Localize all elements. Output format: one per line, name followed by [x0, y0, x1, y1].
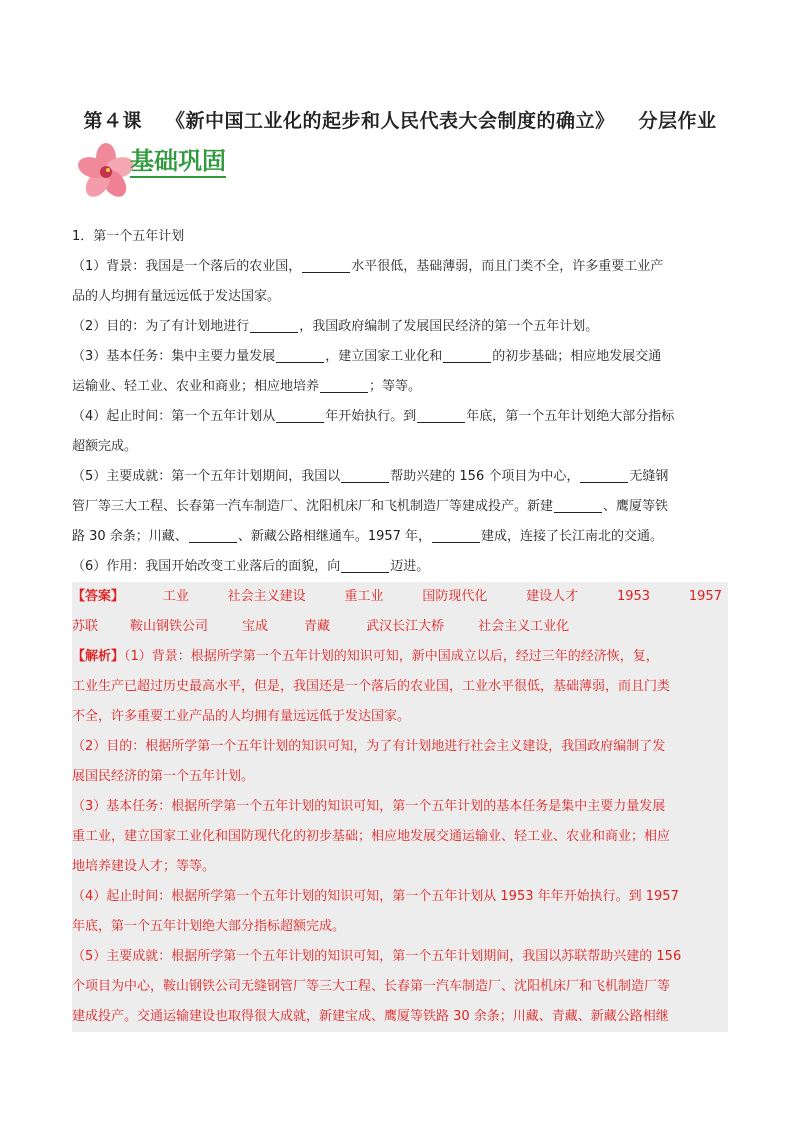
answer-item: 工业	[162, 589, 189, 604]
question-line: （2）目的：为了有计划地进行 ，我国政府编制了发展国民经济的第一个五年计划。	[72, 312, 728, 342]
analysis-line: 展国民经济的第一个五年计划。	[72, 769, 255, 784]
page-title	[0, 106, 800, 133]
answer-item: 武汉长江大桥	[366, 619, 445, 634]
answer-blank	[554, 496, 602, 513]
analysis-line: 地培养建设人才；等等。	[72, 859, 216, 874]
answer-blank	[443, 346, 491, 363]
question-line: 路 30 余条；川藏、 、新藏公路相继通车。1957 年， 建成，连接了长江南北的交通。	[72, 522, 728, 552]
analysis-line: 不全，许多重要工业产品的人均拥有量远远低于发达国家。	[72, 709, 411, 724]
answer-blank	[341, 556, 389, 573]
answer-item: 苏联	[72, 619, 99, 634]
answer-box	[72, 582, 728, 1032]
question-line: 运输业、轻工业、农业和商业；相应地培养 ；等等。	[72, 372, 728, 402]
answer-item: 国防现代化	[422, 589, 488, 604]
answer-item: 宝成	[242, 619, 269, 634]
answer-item: 重工业	[344, 589, 384, 604]
answer-item: 社会主义工业化	[478, 619, 570, 634]
analysis-line: 个项目为中心，鞍山钢铁公司无缝钢管厂等三大工程、长春第一汽车制造厂、沈阳机床厂和飞机制造厂等	[72, 979, 671, 994]
answer-blank	[302, 256, 350, 273]
question-line: 超额完成。	[72, 439, 138, 454]
question-line: （6）作用：我国开始改变工业落后的面貌，向 迈进。	[72, 552, 728, 582]
answer-item: 青藏	[304, 619, 331, 634]
question-content	[72, 222, 728, 1032]
answer-blank	[276, 346, 324, 363]
question-line: 品的人均拥有量远远低于发达国家。	[72, 289, 281, 304]
answer-row	[72, 582, 728, 612]
analysis-line: 建成投产。交通运输建设也取得很大成就，新建宝成、鹰厦等铁路 30 余条；川藏、青藏、新藏公路相继	[72, 1009, 669, 1024]
question-heading: 1．第一个五年计划	[72, 229, 185, 244]
question-line: （5）主要成就：第一个五年计划期间，我国以 帮助兴建的 156 个项目为中心， 无缝钢	[72, 462, 728, 492]
flower-icon	[76, 142, 138, 200]
title-suffix: 分层作业	[638, 110, 717, 132]
answer-blank	[189, 526, 237, 543]
lesson-name: 《新中国工业化的起步和人民代表大会制度的确立》	[165, 110, 615, 132]
answer-item: 社会主义建设	[227, 589, 306, 604]
answer-blank	[432, 526, 480, 543]
analysis-tag: 【解析】	[72, 649, 125, 664]
analysis-line: 【解析】（1）背景：根据所学第一个五年计划的知识可知，新中国成立以后，经过三年的经济恢，复，	[72, 649, 659, 664]
question-line: （4）起止时间：第一个五年计划从 年开始执行。到 年底，第一个五年计划绝大部分指标	[72, 402, 728, 432]
analysis-line: 重工业，建立国家工业化和国防现代化的初步基础；相应地发展交通运输业、轻工业、农业和商业；相应	[72, 829, 671, 844]
question-line: （1）背景：我国是一个落后的农业国， 水平很低，基础薄弱，而且门类不全，许多重要工业产	[72, 252, 728, 282]
answer-blank	[320, 376, 368, 393]
answer-blank	[580, 466, 628, 483]
answer-item: 1957	[688, 589, 722, 604]
section-title: 基础巩固	[130, 146, 226, 178]
answer-row	[72, 612, 728, 642]
analysis-line: （2）目的：根据所学第一个五年计划的知识可知，为了有计划地进行社会主义建设，我国政府编制了发	[72, 739, 666, 754]
analysis-line: （3）基本任务：根据所学第一个五年计划的知识可知，第一个五年计划的基本任务是集中主要力量发展	[72, 799, 666, 814]
analysis-line: 年底，第一个五年计划绝大部分指标超额完成。	[72, 919, 346, 934]
answer-blank	[417, 406, 465, 423]
lesson-number: 第４课	[83, 110, 142, 132]
answer-tag: 【答案】	[72, 589, 125, 604]
analysis-line: （5）主要成就：根据所学第一个五年计划的知识可知，第一个五年计划期间，我国以苏联帮助兴建的 156	[72, 949, 682, 964]
question-line: （3）基本任务：集中主要力量发展 ，建立国家工业化和 的初步基础；相应地发展交通	[72, 342, 728, 372]
question-line: 管厂等三大工程、长春第一汽车制造厂、沈阳机床厂和飞机制造厂等建成投产。新建 、鹰厦等铁	[72, 492, 728, 522]
answer-item: 1953	[616, 589, 651, 604]
answer-blank	[341, 466, 389, 483]
answer-item: 建设人才	[526, 589, 579, 604]
analysis-line: （4）起止时间：根据所学第一个五年计划的知识可知，第一个五年计划从 1953 年年开始执行。到 1957	[72, 889, 679, 904]
analysis-line: 工业生产已超过历史最高水平，但是，我国还是一个落后的农业国，工业水平很低，基础薄弱，而且门类	[72, 679, 671, 694]
section-header	[76, 138, 296, 200]
answer-blank	[250, 316, 298, 333]
answer-item: 鞍山钢铁公司	[130, 619, 209, 634]
answer-blank	[276, 406, 324, 423]
